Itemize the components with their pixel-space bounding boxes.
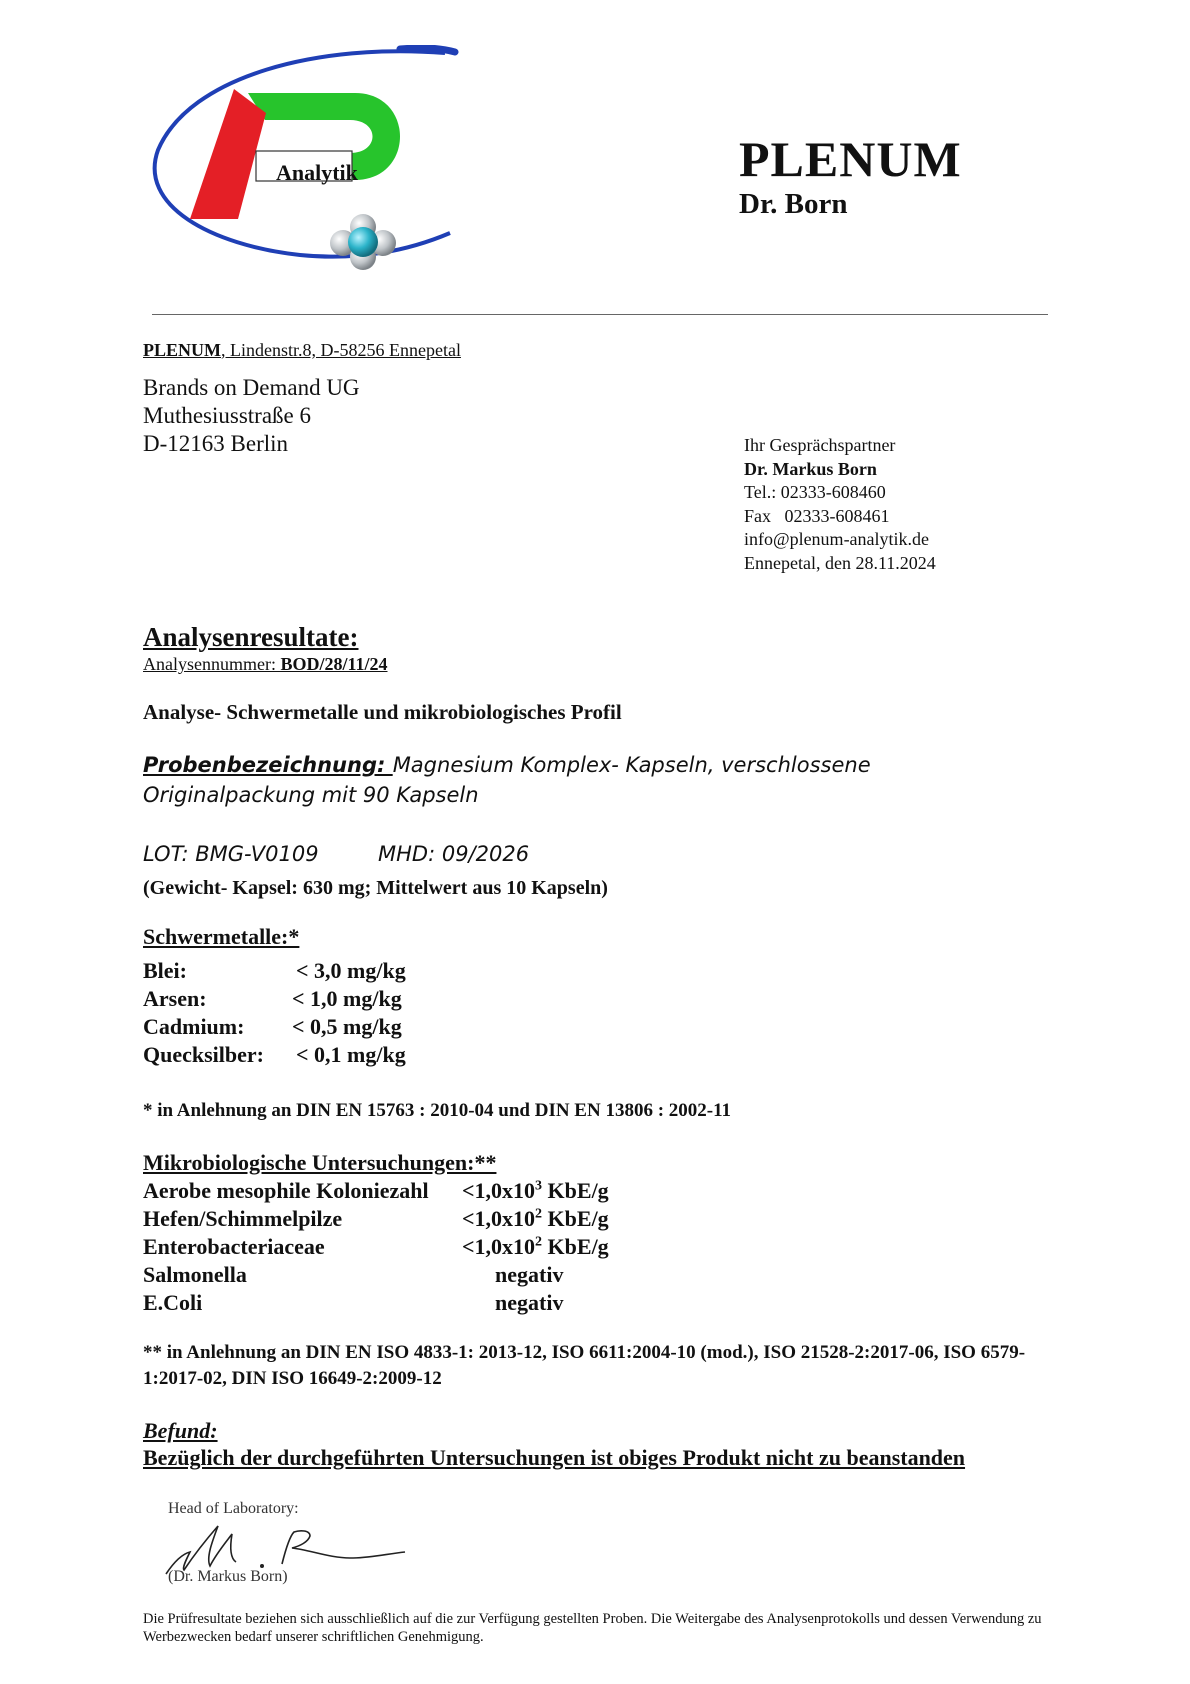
micro-label: Hefen/Schimmelpilze: [143, 1206, 343, 1231]
logo-text: Analytik: [276, 160, 358, 185]
recipient-line: Brands on Demand UG: [143, 375, 360, 400]
analysis-number-label: Analysennummer:: [143, 654, 281, 674]
contact-name: Dr. Markus Born: [744, 458, 877, 479]
results-heading: Analysenresultate:: [143, 622, 359, 652]
microbiology-heading: Mikrobiologische Untersuchungen:**: [143, 1150, 497, 1175]
micro-label: Enterobacteriaceae: [143, 1234, 325, 1259]
microbiology-footnote: ** in Anlehnung an DIN EN ISO 4833-1: 2013-12, ISO 6611:2004-10 (mod.), ISO 21528-2:2017-06, ISO 6579-1:2017-02, DIN ISO 16649-2:2009-12: [143, 1342, 1026, 1389]
sender-line: [143, 340, 461, 361]
contact-fax: Fax 02333-608461: [744, 505, 890, 526]
recipient-line: D-12163 Berlin: [143, 431, 289, 456]
micro-label: Aerobe mesophile Koloniezahl: [143, 1178, 429, 1203]
micro-value: negativ: [495, 1290, 564, 1315]
micro-value: $<1,0x10^3$ KbE/g: [462, 1178, 609, 1203]
sample-label: Probenbezeichnung:: [143, 753, 393, 777]
document-date: Ennepetal, den 28.11.2024: [744, 552, 936, 573]
disclaimer: Die Prüfresultate beziehen sich ausschließlich auf die zur Verfügung gestellten Proben. Die Weitergabe des Analysenprotokolls und dessen Verwendung zu Werbezwecken bedarf unserer schriftlichen Genehmigung.: [143, 1611, 1042, 1645]
contact-block: [744, 434, 936, 575]
micro-label: E.Coli: [143, 1290, 203, 1315]
micro-label: Salmonella: [143, 1262, 247, 1287]
heavy-metal-value: < 1,0 mg/kg: [292, 986, 402, 1011]
analysis-title: Analyse- Schwermetalle und mikrobiologisches Profil: [143, 700, 622, 724]
micro-value: $<1,0x10^2$ KbE/g: [462, 1206, 609, 1231]
signer-name: (Dr. Markus Born): [168, 1568, 288, 1585]
signature-caption: Head of Laboratory:: [168, 1500, 299, 1517]
best-before-date: MHD: 09/2026: [378, 842, 530, 866]
heavy-metal-label: Quecksilber:: [143, 1042, 264, 1067]
finding-text: Bezüglich der durchgeführten Untersuchungen ist obiges Produkt nicht zu beanstanden: [143, 1445, 966, 1470]
heavy-metals-heading: Schwermetalle:*: [143, 924, 300, 949]
finding-label: Befund:: [143, 1418, 218, 1443]
contact-email[interactable]: info@plenum-analytik.de: [744, 529, 930, 549]
heavy-metal-label: Cadmium:: [143, 1014, 245, 1039]
brand-subtitle: Dr. Born: [739, 188, 848, 220]
header-divider: [152, 314, 1048, 315]
heavy-metal-value: < 0,1 mg/kg: [296, 1042, 406, 1067]
heavy-metal-label: Arsen:: [143, 986, 207, 1011]
heavy-metals-footnote: * in Anlehnung an DIN EN 15763 : 2010-04 und DIN EN 13806 : 2002-11: [143, 1100, 732, 1121]
recipient-line: Muthesiusstraße 6: [143, 403, 312, 428]
sample-description: [143, 750, 1048, 810]
sender-name: PLENUM: [143, 340, 221, 360]
contact-label: Ihr Gesprächspartner: [744, 435, 896, 455]
heavy-metal-value: < 3,0 mg/kg: [296, 958, 406, 983]
sample-text: Magnesium Komplex- Kapseln, verschlossene Originalpackung mit 90 Kapseln: [143, 753, 871, 807]
heavy-metal-value: < 0,5 mg/kg: [292, 1014, 402, 1039]
micro-value: negativ: [495, 1262, 564, 1287]
capsule-weight: (Gewicht- Kapsel: 630 mg; Mittelwert aus 10 Kapseln): [143, 877, 608, 899]
analysis-number: [143, 654, 388, 675]
analysis-number-value: BOD/28/11/24: [280, 654, 388, 674]
brand-name: PLENUM: [739, 131, 962, 187]
sender-address: , Lindenstr.8, D-58256 Ennepetal: [221, 340, 461, 360]
heavy-metal-label: Blei:: [143, 958, 187, 983]
micro-value: $<1,0x10^2$ KbE/g: [462, 1234, 609, 1259]
lot-number: LOT: BMG-V0109: [143, 842, 319, 866]
contact-tel: Tel.: 02333-608460: [744, 482, 886, 502]
recipient-address: [143, 374, 360, 458]
